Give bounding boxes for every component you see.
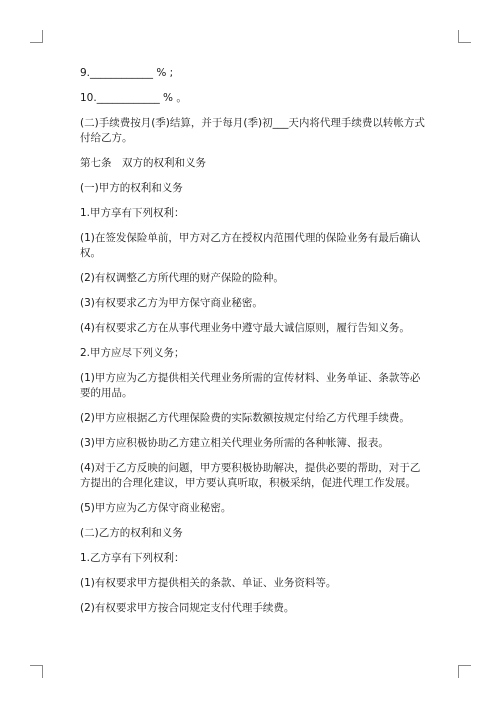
paragraph-party-a-duty-2: (2)甲方应根据乙方代理保险费的实际数额按规定付给乙方代理手续费。	[80, 412, 410, 424]
paragraph-party-b-right-1: (1)有权要求甲方提供相关的条款、单证、业务资料等。	[80, 577, 337, 589]
paragraph-party-a-right-1: (1)在签发保险单前，甲方对乙方在授权内范围代理的保险业务有最后确认权。	[80, 232, 421, 259]
paragraph-party-a-right-3: (3)有权要求乙方为甲方保守商业秘密。	[80, 297, 263, 309]
subsection-heading-party-b: (二)乙方的权利和义务	[80, 527, 183, 539]
document-body	[80, 66, 425, 626]
paragraph-item-9: 9.____________ % ;	[80, 67, 174, 79]
paragraph-party-a-duty-3: (3)甲方应积极协助乙方建立相关代理业务所需的各种帐簿、报表。	[80, 437, 389, 449]
subsection-heading-party-a: (一)甲方的权利和义务	[80, 182, 183, 194]
section-heading-article-7: 第七条 双方的权利和义务	[80, 157, 206, 169]
crop-mark-bottom-left	[30, 665, 43, 678]
crop-mark-bottom-right	[458, 665, 471, 678]
paragraph-party-a-right-2: (2)有权调整乙方所代理的财产保险的险种。	[80, 272, 284, 284]
crop-mark-top-right	[458, 30, 471, 43]
paragraph-party-a-duty-4: (4)对于乙方反映的问题，甲方要积极协助解决，提供必要的帮助，对于乙方提出的合理化建议，甲方要认真听取，积极采纳，促进代理工作发展。	[80, 462, 421, 489]
paragraph-party-a-duty-1: (1)甲方应为乙方提供相关代理业务所需的宣传材料、业务单证、条款等必要的用品。	[80, 372, 421, 399]
paragraph-item-10: 10.____________ % 。	[80, 92, 187, 104]
paragraph-party-b-right-2: (2)有权要求甲方按合同规定支付代理手续费。	[80, 602, 295, 614]
paragraph-fee-settlement: (二)手续费按月(季)结算，并于每月(季)初___天内将代理手续费以转帐方式付给乙方。	[80, 117, 425, 144]
paragraph-party-a-duty-5: (5)甲方应为乙方保守商业秘密。	[80, 502, 232, 514]
paragraph-party-a-right-4: (4)有权要求乙方在从事代理业务中遵守最大诚信原则，履行告知义务。	[80, 322, 410, 334]
paragraph-party-b-rights-intro: 1.乙方享有下列权利：	[80, 552, 185, 564]
paragraph-party-a-rights-intro: 1.甲方享有下列权利：	[80, 207, 185, 219]
crop-mark-top-left	[30, 30, 43, 43]
paragraph-party-a-duties-intro: 2.甲方应尽下列义务；	[80, 347, 185, 359]
